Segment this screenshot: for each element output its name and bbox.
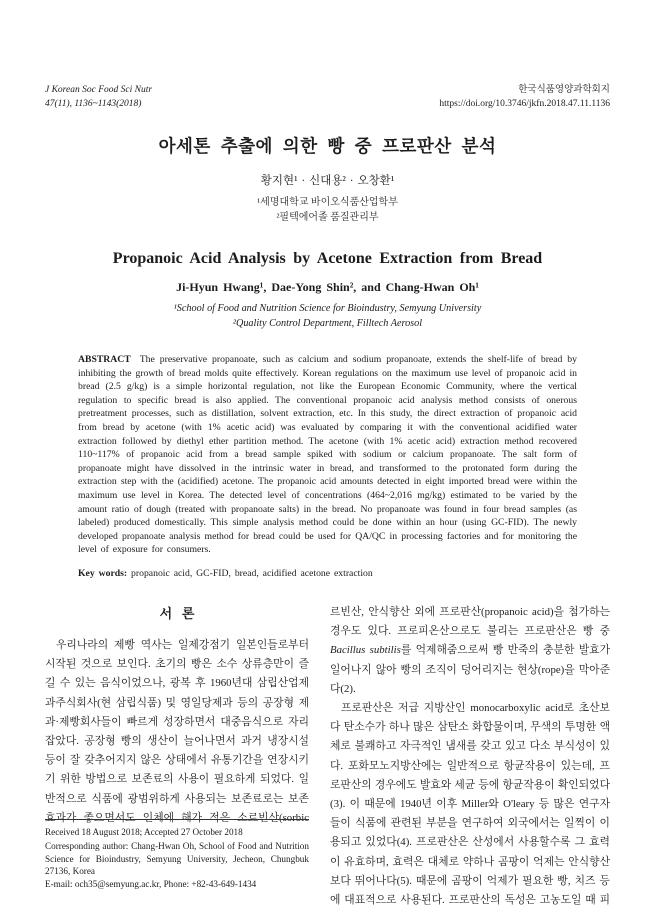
- title-english: Propanoic Acid Analysis by Acetone Extraction from Bread: [112, 250, 543, 267]
- journal-header-right: [439, 83, 610, 111]
- body-columns: [45, 603, 610, 910]
- journal-name-korean: 한국식품영양과학회지: [518, 85, 610, 95]
- abstract-body-text: The preservative propanoate, such as calcium and sodium propanoate, extends the shelf-life of bread by inhibiting the growth of bread molds quite effectively. Korean regulations on the maximum use level of propanoic acid in bread (2.5 g/kg) is a simple horizontal regulation, not like the European Economic Community, where the vertical regulation to specific bread is also applied. The conventional propanoic acid analysis method consists of onerous pretreatment processes, such as distillation, solvent extraction, etc. In this study, the direct extraction of propanoic acid from bread by acetone (with 1% acetic acid) was evaluated by comparing it with the conventional acidified water extraction followed by diethyl ether partition method. The acetone (with 1% acetic acid) extraction method recovered 110~117% of propanoic acid from a bread sample spiked with sodium or calcium propanoate. The salt form of propanoate might have dissolved in the intrinsic water in bread, and transformed to the protonated form during the extraction step with the (acidified) acetone. The propanoic acid amounts detected in eight imported bread were within the maximum use level in Korea. The detected level of concentrations (464~2,016 mg/kg) estimated to be varied by the amount ratio of dough (treated with propanoate salts) in the bread. No propanoate was found in four bread samples (as labeled) produced domestically. This simple analysis method could be done within an hour (using GC-FID). The newly developed propanoate analysis method for bread could be used for QA/QC in processing factories and for monitoring the level of exposure for consumers.: [78, 354, 577, 556]
- abstract-label: ABSTRACT: [78, 354, 131, 365]
- journal-name: J Korean Soc Food Sci Nutr: [45, 85, 153, 95]
- authors-korean: 황지현¹ · 신대용² · 오창환¹: [260, 175, 395, 187]
- journal-header-left: [45, 83, 152, 111]
- affiliation-english-1: ¹School of Food and Nutrition Science for Bioindustry, Semyung University: [173, 303, 482, 314]
- footnote-received-accepted: Received 18 August 2018; Accepted 27 October 2018: [45, 826, 243, 837]
- intro-paragraph-2: [330, 603, 610, 699]
- doi-text: https://doi.org/10.3746/jkfn.2018.47.11.1136: [439, 99, 610, 109]
- abstract-section: [78, 353, 577, 579]
- journal-issue-info: 47(11), 1136~1143(2018): [45, 99, 142, 109]
- section-heading-introduction: 서 론: [159, 605, 195, 621]
- keywords-line: [78, 568, 577, 579]
- footnote-block: [45, 819, 309, 890]
- title-korean: 아세톤 추출에 의한 빵 중 프로판산 분석: [158, 136, 497, 156]
- right-column: [330, 603, 610, 910]
- intro-paragraph-2-post: 를 억제해줌으로써 빵 반죽의 충분한 발효가 일어나지 않아 빵의 조직이 덩어리지는 현상(rope)을 막아준다(2).: [330, 644, 610, 695]
- affiliation-korean-2: ²필텍에어졸 품질관리부: [276, 212, 379, 223]
- journal-header: [45, 83, 610, 111]
- species-name-italic: Bacillus subtilis: [330, 644, 401, 657]
- intro-paragraph-2-pre: 르빈산, 안식향산 외에 프로판산(propanoic acid)을 첨가하는 경우도 있다. 프로피온산으로도 불리는 프로판산은 빵 중: [330, 605, 610, 638]
- footnote-corresponding-author: Corresponding author: Chang-Hwan Oh, School of Food and Nutrition Science for Bioindustry, Semyung University, Jecheon, Chungbuk 27136, Korea: [45, 841, 309, 877]
- abstract-paragraph: [78, 353, 577, 557]
- affiliation-english-2: ²Quality Control Department, Filltech Aerosol: [232, 317, 423, 329]
- intro-paragraph-1: 우리나라의 제빵 역사는 일제강점기 일본인들로부터 시작된 것으로 보인다. 초기의 빵은 소수 상류층만이 즐길 수 있는 음식이었으나, 광복 후 1960년대 삼립산업제과주식회사(현 삼립식품) 및 영일당제과 등의 공장형 제과·제빵회사들이 빠르게 성장하면서 대중음식으로 자리 잡았다. 공장형 빵의 생산이 늘어나면서 과거 냉장시설 등이 잘 갖추어지지 않은 상태에서 유통기간을 연장시키기 위한 방법으로 보존료의 사용이 필요하게 되었다. 일반적으로 식품에 광범위하게 사용되는 보존료로는 보존 효과가 좋으면서도 인체에 해가 적은 소르빈산(sorbic: [45, 638, 309, 824]
- footnote-email-phone: E-mail: och35@semyung.ac.kr, Phone: +82-43-649-1434: [45, 878, 257, 889]
- intro-paragraph-3: 프로판산은 저급 지방산인 monocarboxylic acid로 초산보다 탄소수가 하나 많은 삼탄소 화합물이며, 무색의 투명한 액체로 불쾌하고 자극적인 냄새를 갖고 있고 다소 부식성이 있다. 포화모노지방산에는 일반적으로 항균작용이 있는데, 프로판산의 경우에도 발효와 세균 등에 항균작용이 확인되었다(3). 이 때문에 1940년 이후 Miller와 O'leary 등 많은 연구자들이 식품에 관련된 부분을 연구하여 외국에서는 일찍이 이용되고 있었다(4). 프로판산은 산성에서 사용할수록 그 효력이 유효하며, 효력은 대체로 약하나 곰팡이 억제는 안식향산보다 뛰어나다(5). 때문에 곰팡이 억제가 필요한 빵, 치즈 등에 대표적으로 사용된다. 프로판산의 독성은 고농도일 때 피: [330, 701, 610, 906]
- keywords-text: propanoic acid, GC-FID, bread, acidified acetone extraction: [131, 567, 373, 579]
- left-column: [45, 603, 309, 890]
- authors-english: Ji-Hyun Hwang¹, Dae-Yong Shin², and Chang-Hwan Oh¹: [176, 280, 479, 294]
- keywords-label: Key words:: [78, 567, 128, 579]
- affiliation-korean-1: ¹세명대학교 바이오식품산업학부: [257, 197, 398, 208]
